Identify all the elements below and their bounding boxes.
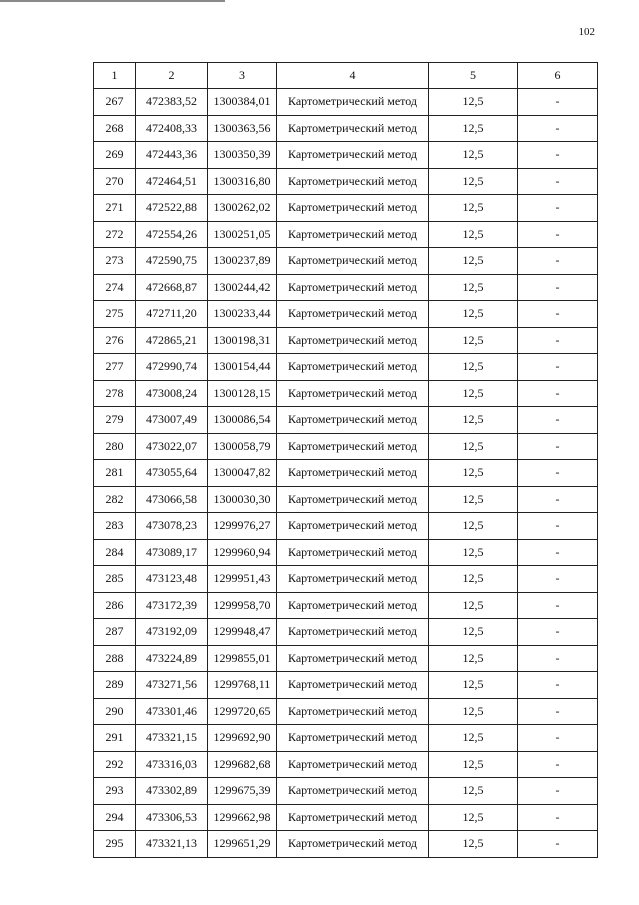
y-coordinate-cell: 1299675,39	[208, 778, 277, 805]
table-header-row	[94, 63, 598, 89]
point-number-cell: 280	[94, 433, 136, 460]
y-coordinate-cell: 1299692,90	[208, 725, 277, 752]
point-number-cell: 287	[94, 619, 136, 646]
point-number-cell: 295	[94, 831, 136, 858]
y-coordinate-cell: 1300086,54	[208, 407, 277, 434]
table-row	[94, 460, 598, 487]
accuracy-cell: 12,5	[429, 804, 518, 831]
top-rule	[0, 0, 225, 2]
point-number-cell: 282	[94, 486, 136, 513]
description-cell: -	[518, 778, 598, 805]
x-coordinate-cell: 473321,13	[136, 831, 208, 858]
description-cell: -	[518, 195, 598, 222]
accuracy-cell: 12,5	[429, 751, 518, 778]
table-row	[94, 619, 598, 646]
y-coordinate-cell: 1299768,11	[208, 672, 277, 699]
method-cell: Картометрический метод	[277, 433, 429, 460]
x-coordinate-cell: 472408,33	[136, 115, 208, 142]
x-coordinate-cell: 473007,49	[136, 407, 208, 434]
accuracy-cell: 12,5	[429, 513, 518, 540]
point-number-cell: 275	[94, 301, 136, 328]
table-row	[94, 645, 598, 672]
x-coordinate-cell: 473271,56	[136, 672, 208, 699]
y-coordinate-cell: 1300198,31	[208, 327, 277, 354]
header-cell: 6	[518, 63, 598, 89]
y-coordinate-cell: 1300237,89	[208, 248, 277, 275]
point-number-cell: 290	[94, 698, 136, 725]
table-row	[94, 725, 598, 752]
description-cell: -	[518, 433, 598, 460]
point-number-cell: 267	[94, 89, 136, 116]
description-cell: -	[518, 645, 598, 672]
y-coordinate-cell: 1299855,01	[208, 645, 277, 672]
x-coordinate-cell: 473192,09	[136, 619, 208, 646]
table-row	[94, 248, 598, 275]
description-cell: -	[518, 619, 598, 646]
x-coordinate-cell: 473066,58	[136, 486, 208, 513]
x-coordinate-cell: 472711,20	[136, 301, 208, 328]
y-coordinate-cell: 1299960,94	[208, 539, 277, 566]
description-cell: -	[518, 115, 598, 142]
point-number-cell: 279	[94, 407, 136, 434]
accuracy-cell: 12,5	[429, 645, 518, 672]
x-coordinate-cell: 472990,74	[136, 354, 208, 381]
method-cell: Картометрический метод	[277, 354, 429, 381]
table-row	[94, 539, 598, 566]
description-cell: -	[518, 327, 598, 354]
method-cell: Картометрический метод	[277, 619, 429, 646]
description-cell: -	[518, 407, 598, 434]
accuracy-cell: 12,5	[429, 221, 518, 248]
y-coordinate-cell: 1300316,80	[208, 168, 277, 195]
y-coordinate-cell: 1300030,30	[208, 486, 277, 513]
accuracy-cell: 12,5	[429, 672, 518, 699]
method-cell: Картометрический метод	[277, 672, 429, 699]
x-coordinate-cell: 472668,87	[136, 274, 208, 301]
point-number-cell: 293	[94, 778, 136, 805]
table-row	[94, 778, 598, 805]
y-coordinate-cell: 1299651,29	[208, 831, 277, 858]
y-coordinate-cell: 1299951,43	[208, 566, 277, 593]
accuracy-cell: 12,5	[429, 142, 518, 169]
accuracy-cell: 12,5	[429, 354, 518, 381]
method-cell: Картометрический метод	[277, 327, 429, 354]
x-coordinate-cell: 473022,07	[136, 433, 208, 460]
method-cell: Картометрический метод	[277, 460, 429, 487]
method-cell: Картометрический метод	[277, 751, 429, 778]
method-cell: Картометрический метод	[277, 407, 429, 434]
description-cell: -	[518, 274, 598, 301]
page-number: 102	[578, 26, 595, 38]
method-cell: Картометрический метод	[277, 513, 429, 540]
description-cell: -	[518, 672, 598, 699]
description-cell: -	[518, 354, 598, 381]
y-coordinate-cell: 1300350,39	[208, 142, 277, 169]
header-cell: 2	[136, 63, 208, 89]
x-coordinate-cell: 473008,24	[136, 380, 208, 407]
accuracy-cell: 12,5	[429, 380, 518, 407]
accuracy-cell: 12,5	[429, 407, 518, 434]
table-row	[94, 380, 598, 407]
method-cell: Картометрический метод	[277, 274, 429, 301]
y-coordinate-cell: 1300058,79	[208, 433, 277, 460]
x-coordinate-cell: 472865,21	[136, 327, 208, 354]
description-cell: -	[518, 221, 598, 248]
description-cell: -	[518, 380, 598, 407]
method-cell: Картометрический метод	[277, 831, 429, 858]
method-cell: Картометрический метод	[277, 248, 429, 275]
accuracy-cell: 12,5	[429, 301, 518, 328]
method-cell: Картометрический метод	[277, 301, 429, 328]
description-cell: -	[518, 248, 598, 275]
x-coordinate-cell: 473224,89	[136, 645, 208, 672]
y-coordinate-cell: 1300363,56	[208, 115, 277, 142]
x-coordinate-cell: 473306,53	[136, 804, 208, 831]
coordinates-table	[93, 62, 598, 858]
y-coordinate-cell: 1300047,82	[208, 460, 277, 487]
description-cell: -	[518, 539, 598, 566]
point-number-cell: 268	[94, 115, 136, 142]
method-cell: Картометрический метод	[277, 221, 429, 248]
table-row	[94, 142, 598, 169]
method-cell: Картометрический метод	[277, 539, 429, 566]
point-number-cell: 270	[94, 168, 136, 195]
accuracy-cell: 12,5	[429, 115, 518, 142]
point-number-cell: 284	[94, 539, 136, 566]
x-coordinate-cell: 473078,23	[136, 513, 208, 540]
table-row	[94, 486, 598, 513]
x-coordinate-cell: 473123,48	[136, 566, 208, 593]
table-row	[94, 513, 598, 540]
point-number-cell: 288	[94, 645, 136, 672]
point-number-cell: 289	[94, 672, 136, 699]
accuracy-cell: 12,5	[429, 195, 518, 222]
accuracy-cell: 12,5	[429, 619, 518, 646]
description-cell: -	[518, 566, 598, 593]
point-number-cell: 286	[94, 592, 136, 619]
y-coordinate-cell: 1300128,15	[208, 380, 277, 407]
accuracy-cell: 12,5	[429, 831, 518, 858]
header-cell: 1	[94, 63, 136, 89]
point-number-cell: 294	[94, 804, 136, 831]
x-coordinate-cell: 473301,46	[136, 698, 208, 725]
y-coordinate-cell: 1300262,02	[208, 195, 277, 222]
x-coordinate-cell: 472383,52	[136, 89, 208, 116]
point-number-cell: 291	[94, 725, 136, 752]
description-cell: -	[518, 592, 598, 619]
x-coordinate-cell: 472554,26	[136, 221, 208, 248]
accuracy-cell: 12,5	[429, 725, 518, 752]
method-cell: Картометрический метод	[277, 115, 429, 142]
point-number-cell: 273	[94, 248, 136, 275]
method-cell: Картометрический метод	[277, 486, 429, 513]
method-cell: Картометрический метод	[277, 142, 429, 169]
table-row	[94, 274, 598, 301]
y-coordinate-cell: 1300251,05	[208, 221, 277, 248]
accuracy-cell: 12,5	[429, 698, 518, 725]
header-cell: 3	[208, 63, 277, 89]
description-cell: -	[518, 698, 598, 725]
accuracy-cell: 12,5	[429, 592, 518, 619]
point-number-cell: 278	[94, 380, 136, 407]
x-coordinate-cell: 473302,89	[136, 778, 208, 805]
table-row	[94, 301, 598, 328]
point-number-cell: 274	[94, 274, 136, 301]
accuracy-cell: 12,5	[429, 89, 518, 116]
y-coordinate-cell: 1299682,68	[208, 751, 277, 778]
y-coordinate-cell: 1299958,70	[208, 592, 277, 619]
accuracy-cell: 12,5	[429, 539, 518, 566]
table-row	[94, 804, 598, 831]
method-cell: Картометрический метод	[277, 195, 429, 222]
description-cell: -	[518, 142, 598, 169]
point-number-cell: 271	[94, 195, 136, 222]
description-cell: -	[518, 168, 598, 195]
table-row	[94, 327, 598, 354]
y-coordinate-cell: 1299662,98	[208, 804, 277, 831]
table-row	[94, 592, 598, 619]
table-row	[94, 221, 598, 248]
method-cell: Картометрический метод	[277, 725, 429, 752]
table-row	[94, 751, 598, 778]
y-coordinate-cell: 1299976,27	[208, 513, 277, 540]
accuracy-cell: 12,5	[429, 778, 518, 805]
y-coordinate-cell: 1299948,47	[208, 619, 277, 646]
method-cell: Картометрический метод	[277, 89, 429, 116]
accuracy-cell: 12,5	[429, 486, 518, 513]
x-coordinate-cell: 473089,17	[136, 539, 208, 566]
description-cell: -	[518, 301, 598, 328]
table-row	[94, 407, 598, 434]
description-cell: -	[518, 89, 598, 116]
table-row	[94, 672, 598, 699]
table-row	[94, 354, 598, 381]
table-row	[94, 566, 598, 593]
x-coordinate-cell: 472590,75	[136, 248, 208, 275]
accuracy-cell: 12,5	[429, 566, 518, 593]
table-body	[94, 63, 598, 858]
method-cell: Картометрический метод	[277, 592, 429, 619]
description-cell: -	[518, 751, 598, 778]
x-coordinate-cell: 472522,88	[136, 195, 208, 222]
table-row	[94, 168, 598, 195]
header-cell: 4	[277, 63, 429, 89]
accuracy-cell: 12,5	[429, 168, 518, 195]
method-cell: Картометрический метод	[277, 778, 429, 805]
method-cell: Картометрический метод	[277, 380, 429, 407]
point-number-cell: 269	[94, 142, 136, 169]
description-cell: -	[518, 831, 598, 858]
y-coordinate-cell: 1300154,44	[208, 354, 277, 381]
table-row	[94, 115, 598, 142]
x-coordinate-cell: 473055,64	[136, 460, 208, 487]
y-coordinate-cell: 1300384,01	[208, 89, 277, 116]
description-cell: -	[518, 725, 598, 752]
x-coordinate-cell: 473316,03	[136, 751, 208, 778]
accuracy-cell: 12,5	[429, 327, 518, 354]
y-coordinate-cell: 1300244,42	[208, 274, 277, 301]
method-cell: Картометрический метод	[277, 566, 429, 593]
point-number-cell: 283	[94, 513, 136, 540]
point-number-cell: 276	[94, 327, 136, 354]
point-number-cell: 281	[94, 460, 136, 487]
method-cell: Картометрический метод	[277, 804, 429, 831]
accuracy-cell: 12,5	[429, 274, 518, 301]
accuracy-cell: 12,5	[429, 433, 518, 460]
table-row	[94, 89, 598, 116]
y-coordinate-cell: 1299720,65	[208, 698, 277, 725]
table-row	[94, 195, 598, 222]
method-cell: Картометрический метод	[277, 698, 429, 725]
x-coordinate-cell: 472443,36	[136, 142, 208, 169]
description-cell: -	[518, 460, 598, 487]
method-cell: Картометрический метод	[277, 645, 429, 672]
table-row	[94, 698, 598, 725]
description-cell: -	[518, 804, 598, 831]
accuracy-cell: 12,5	[429, 248, 518, 275]
point-number-cell: 272	[94, 221, 136, 248]
table-row	[94, 433, 598, 460]
y-coordinate-cell: 1300233,44	[208, 301, 277, 328]
header-cell: 5	[429, 63, 518, 89]
x-coordinate-cell: 473172,39	[136, 592, 208, 619]
method-cell: Картометрический метод	[277, 168, 429, 195]
point-number-cell: 292	[94, 751, 136, 778]
table-row	[94, 831, 598, 858]
point-number-cell: 277	[94, 354, 136, 381]
point-number-cell: 285	[94, 566, 136, 593]
x-coordinate-cell: 473321,15	[136, 725, 208, 752]
accuracy-cell: 12,5	[429, 460, 518, 487]
description-cell: -	[518, 513, 598, 540]
description-cell: -	[518, 486, 598, 513]
x-coordinate-cell: 472464,51	[136, 168, 208, 195]
